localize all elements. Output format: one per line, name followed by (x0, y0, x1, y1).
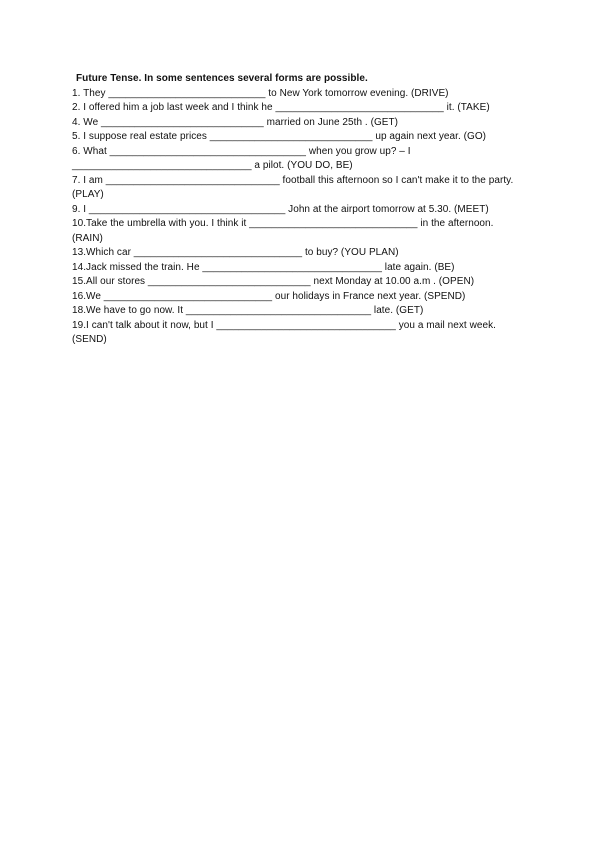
exercise-line: 7. I am _______________________________ football this afternoon so I can't make it to the party. (72, 174, 514, 186)
exercise-line: 13.Which car ______________________________ to buy? (YOU PLAN) (72, 247, 399, 258)
exercise-line: 19.I can't talk about it now, but I ________________________________ you a mail next week. (72, 319, 496, 331)
exercise-line: 14.Jack missed the train. He ________________________________ late again. (BE) (72, 261, 455, 273)
exercise-line: 15.All our stores _____________________________ next Monday at 10.00 a.m . (OPEN) (72, 276, 475, 287)
exercise-line: 2. I offered him a job last week and I think he ______________________________ it. (TAKE) (72, 102, 490, 113)
exercise-line: 9. I ___________________________________ John at the airport tomorrow at 5.30. (MEET) (72, 203, 489, 215)
exercise-line: (PLAY) (72, 189, 104, 200)
exercise-line: 6. What ___________________________________ when you grow up? – I (72, 145, 411, 157)
exercise-line: 16.We ______________________________ our holidays in France next year. (SPEND) (72, 290, 466, 302)
exercise-line: (SEND) (72, 334, 107, 345)
worksheet-content (72, 72, 532, 348)
exercise-line: 5. I suppose real estate prices _____________________________ up again next year. (GO) (72, 131, 487, 142)
exercise-line: ________________________________ a pilot. (YOU DO, BE) (72, 160, 353, 171)
exercise-line: (RAIN) (72, 232, 103, 244)
exercise-line: 1. They ____________________________ to New York tomorrow evening. (DRIVE) (72, 87, 449, 99)
exercise-line: 4. We _____________________________ married on June 25th . (GET) (72, 116, 399, 128)
worksheet-title: Future Tense. In some sentences several forms are possible. (76, 73, 368, 84)
exercise-line: 18.We have to go now. It _________________________________ late. (GET) (72, 305, 424, 316)
exercise-line: 10.Take the umbrella with you. I think it ______________________________ in the afternoon. (72, 218, 494, 229)
